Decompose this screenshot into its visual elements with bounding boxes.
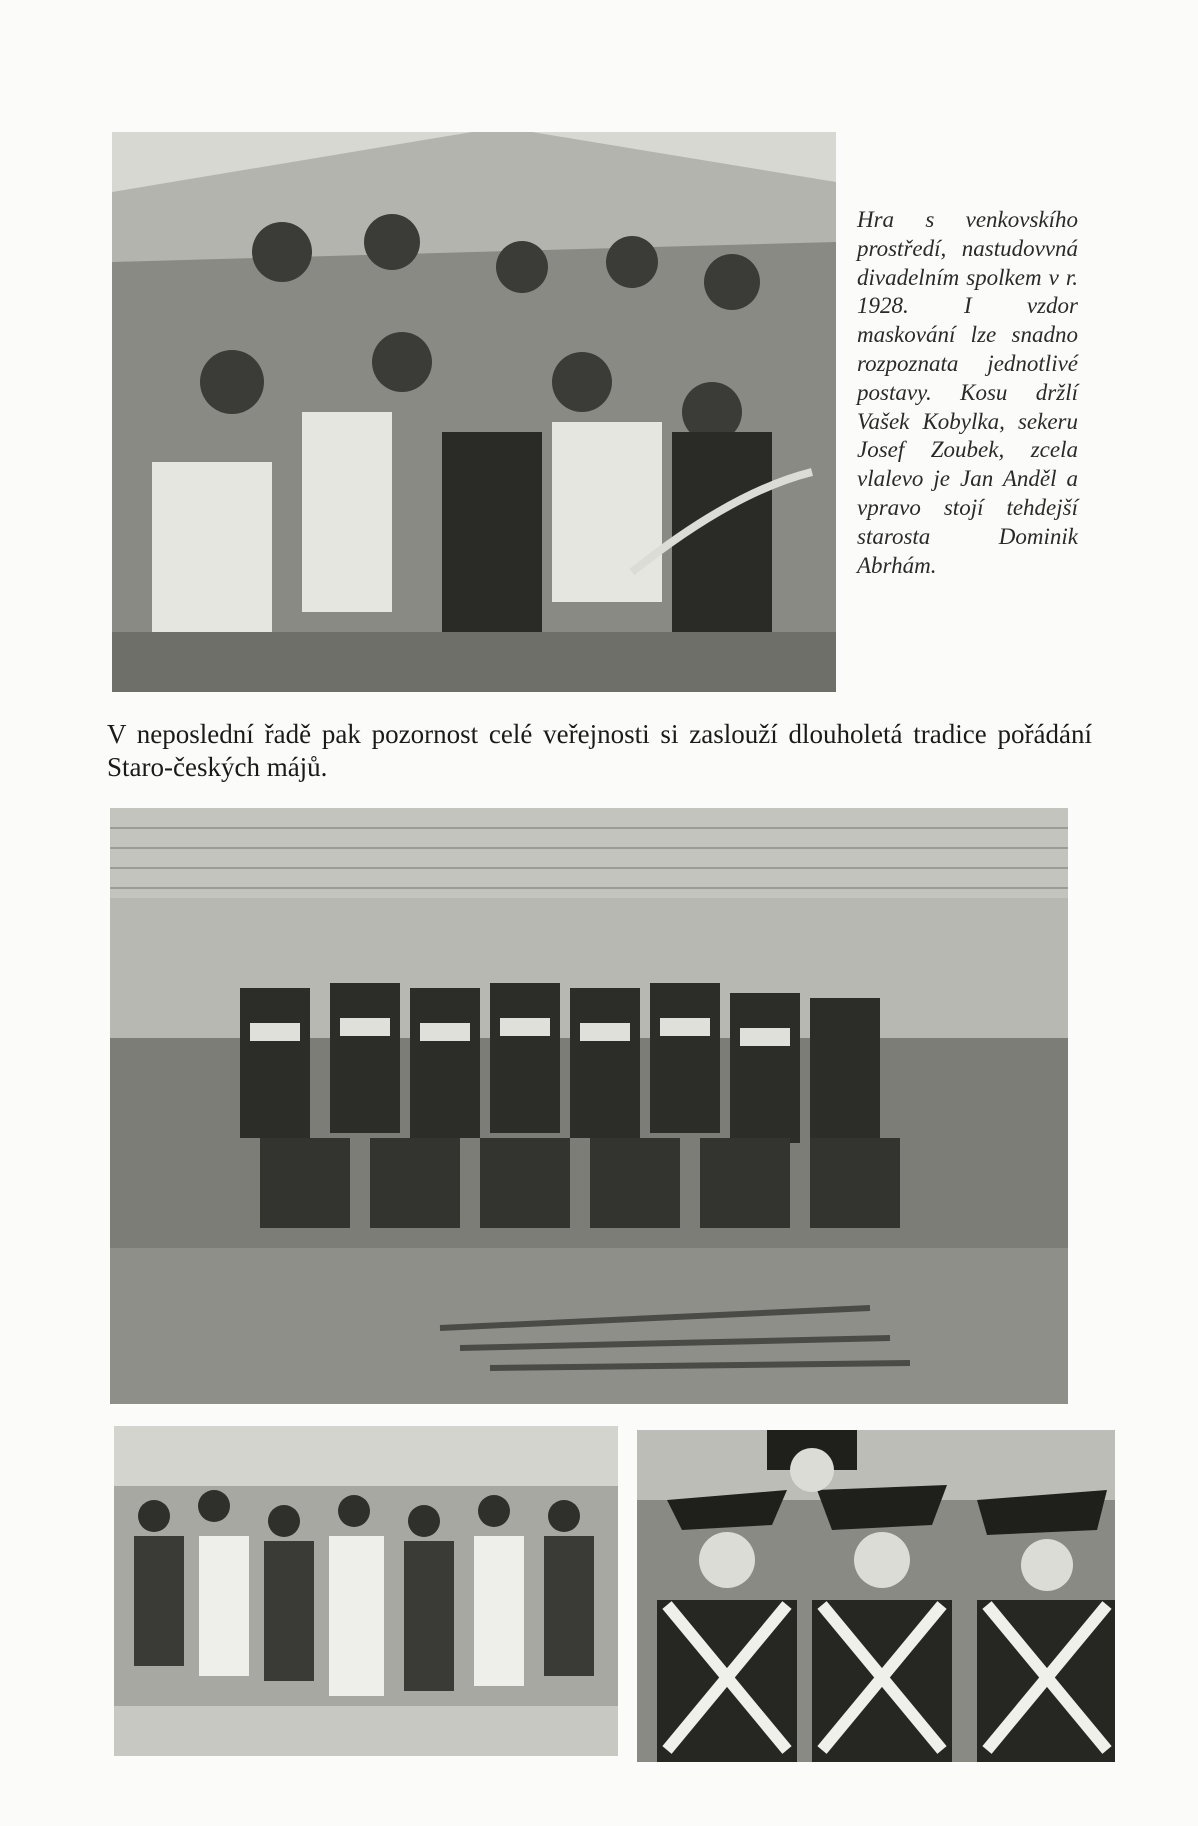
- football-teams-photo: [110, 808, 1068, 1404]
- photo-caption: Hra s venkovskího prostředí, nastudovvná divadelním spolkem v r. 1928. I vzdor maskování lze snadno rozpoznata jednotlivé postavy. Kosu držlí Vašek Kobylka, sekeru Josef Zoubek, zcela vlalevo je Jan Anděl a vpravo stojí tehdejší starosta Dominik Abrhám.: [857, 207, 1078, 578]
- body-paragraph: V neposlední řadě pak pozornost celé veřejnosti si zaslouží dlouholetá tradice pořádání Staro-českých májů.: [107, 719, 1092, 782]
- theatre-group-photo: [112, 132, 836, 692]
- folk-costume-children-photo-illustration: [114, 1426, 618, 1756]
- theatre-group-photo-illustration: [112, 132, 836, 692]
- tricorn-hats-photo: [637, 1430, 1115, 1762]
- football-teams-photo-illustration: [110, 808, 1068, 1404]
- tricorn-hats-photo-illustration: [637, 1430, 1115, 1762]
- folk-costume-children-photo: [114, 1426, 618, 1756]
